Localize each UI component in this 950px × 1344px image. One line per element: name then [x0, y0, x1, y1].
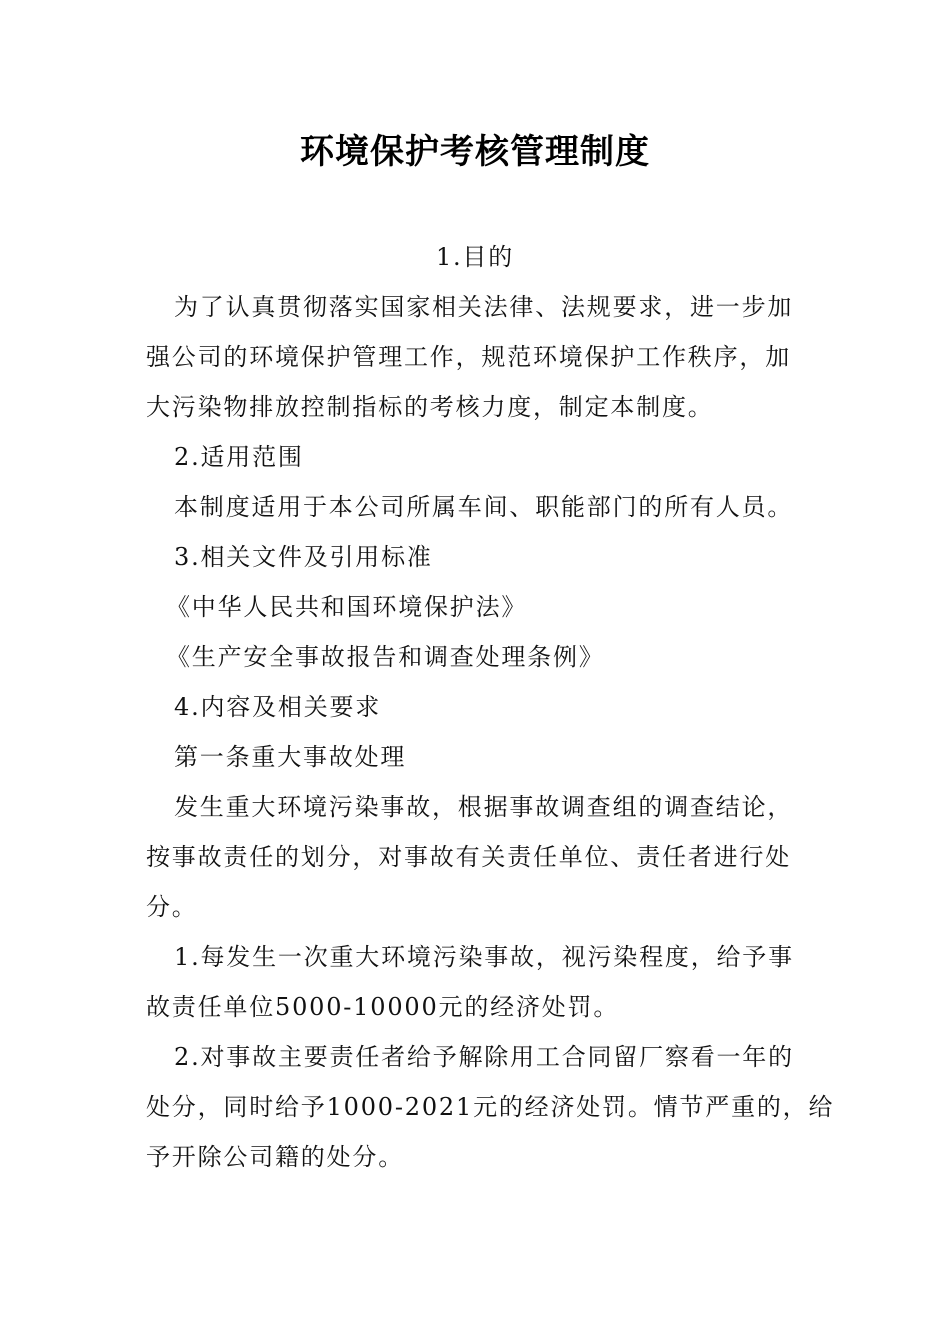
paragraph-line: 按事故责任的划分，对事故有关责任单位、责任者进行处	[146, 843, 791, 871]
section-heading-purpose: 1.目的	[435, 243, 515, 271]
paragraph-line: 大污染物排放控制指标的考核力度，制定本制度。	[146, 393, 714, 421]
document-title: 环境保护考核管理制度	[300, 132, 650, 172]
section-heading-content: 4.内容及相关要求	[174, 693, 382, 721]
list-item-line: 处分，同时给予1000-2021元的经济处罚。情节严重的，给	[146, 1093, 835, 1121]
paragraph-line: 分。	[146, 893, 198, 921]
reference-item: 《中华人民共和国环境保护法》	[166, 593, 528, 621]
list-item-line: 故责任单位5000-10000元的经济处罚。	[146, 993, 620, 1021]
list-item-line: 予开除公司籍的处分。	[146, 1143, 404, 1171]
list-item-line: 1.每发生一次重大环境污染事故，视污染程度，给予事	[174, 943, 794, 971]
article-heading: 第一条重大事故处理	[174, 743, 407, 771]
paragraph-line: 强公司的环境保护管理工作，规范环境保护工作秩序，加	[146, 343, 791, 371]
reference-item: 《生产安全事故报告和调查处理条例》	[166, 643, 605, 671]
section-heading-scope: 2.适用范围	[174, 443, 304, 471]
section-heading-references: 3.相关文件及引用标准	[174, 543, 433, 571]
paragraph-line: 发生重大环境污染事故，根据事故调查组的调查结论，	[174, 793, 794, 821]
paragraph-line: 本制度适用于本公司所属车间、职能部门的所有人员。	[174, 493, 794, 521]
paragraph-line: 为了认真贯彻落实国家相关法律、法规要求，进一步加	[174, 293, 794, 321]
list-item-line: 2.对事故主要责任者给予解除用工合同留厂察看一年的	[174, 1043, 794, 1071]
